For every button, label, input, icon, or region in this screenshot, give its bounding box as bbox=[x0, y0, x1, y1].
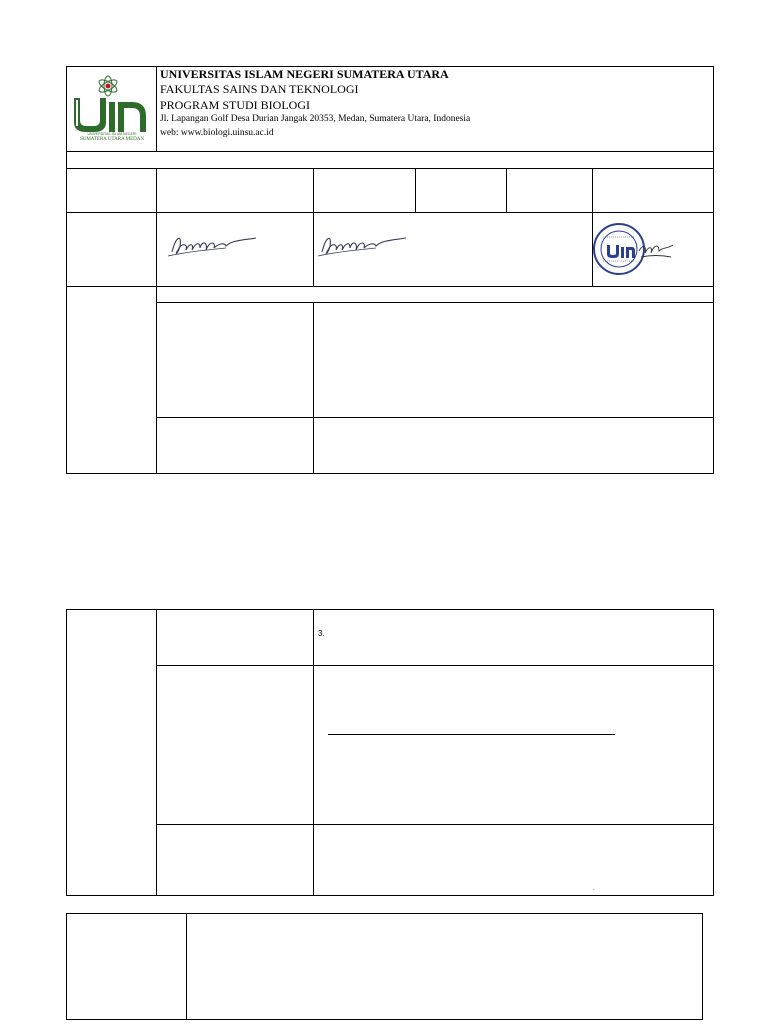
row-divider bbox=[156, 665, 714, 666]
col-divider bbox=[156, 609, 157, 896]
program-name: PROGRAM STUDI BIOLOGI bbox=[160, 97, 311, 112]
signature-icon bbox=[316, 226, 412, 262]
website: web: www.biologi.uinsu.ac.id bbox=[160, 127, 274, 138]
row-divider bbox=[156, 824, 714, 825]
col-divider bbox=[156, 168, 157, 474]
dot-mark: . bbox=[593, 886, 595, 892]
col-divider bbox=[313, 609, 314, 896]
logo-caption-1: UNIVERSITAS ISLAM NEGERI bbox=[87, 132, 137, 136]
col-divider bbox=[506, 168, 507, 212]
stamp-icon bbox=[593, 221, 677, 277]
row-divider bbox=[66, 168, 714, 169]
faculty-name: FAKULTAS SAINS DAN TEKNOLOGI bbox=[160, 82, 359, 97]
col-divider bbox=[156, 66, 157, 151]
item-number: 3. bbox=[318, 629, 325, 638]
university-logo bbox=[70, 72, 154, 144]
row-divider bbox=[66, 151, 714, 152]
signature-1 bbox=[166, 226, 262, 262]
letterhead bbox=[160, 67, 710, 139]
row-divider bbox=[156, 302, 714, 303]
col-divider bbox=[313, 168, 314, 286]
col-divider bbox=[415, 168, 416, 212]
university-name: UNIVERSITAS ISLAM NEGERI SUMATERA UTARA bbox=[160, 67, 449, 81]
details-table bbox=[66, 609, 714, 896]
signature-2 bbox=[316, 226, 412, 262]
official-stamp bbox=[593, 221, 677, 277]
logo-caption-2: SUMATERA UTARA MEDAN bbox=[79, 137, 145, 142]
row-divider bbox=[66, 212, 714, 213]
blank-line bbox=[328, 734, 615, 735]
signature-icon bbox=[166, 226, 262, 262]
col-divider bbox=[186, 913, 187, 1020]
row-divider bbox=[66, 286, 714, 287]
row-divider bbox=[156, 417, 714, 418]
address: Jl. Lapangan Golf Desa Durian Jangak 20353, Medan, Sumatera Utara, Indonesia bbox=[160, 114, 471, 125]
footer-table bbox=[66, 913, 703, 1020]
col-divider bbox=[313, 302, 314, 474]
